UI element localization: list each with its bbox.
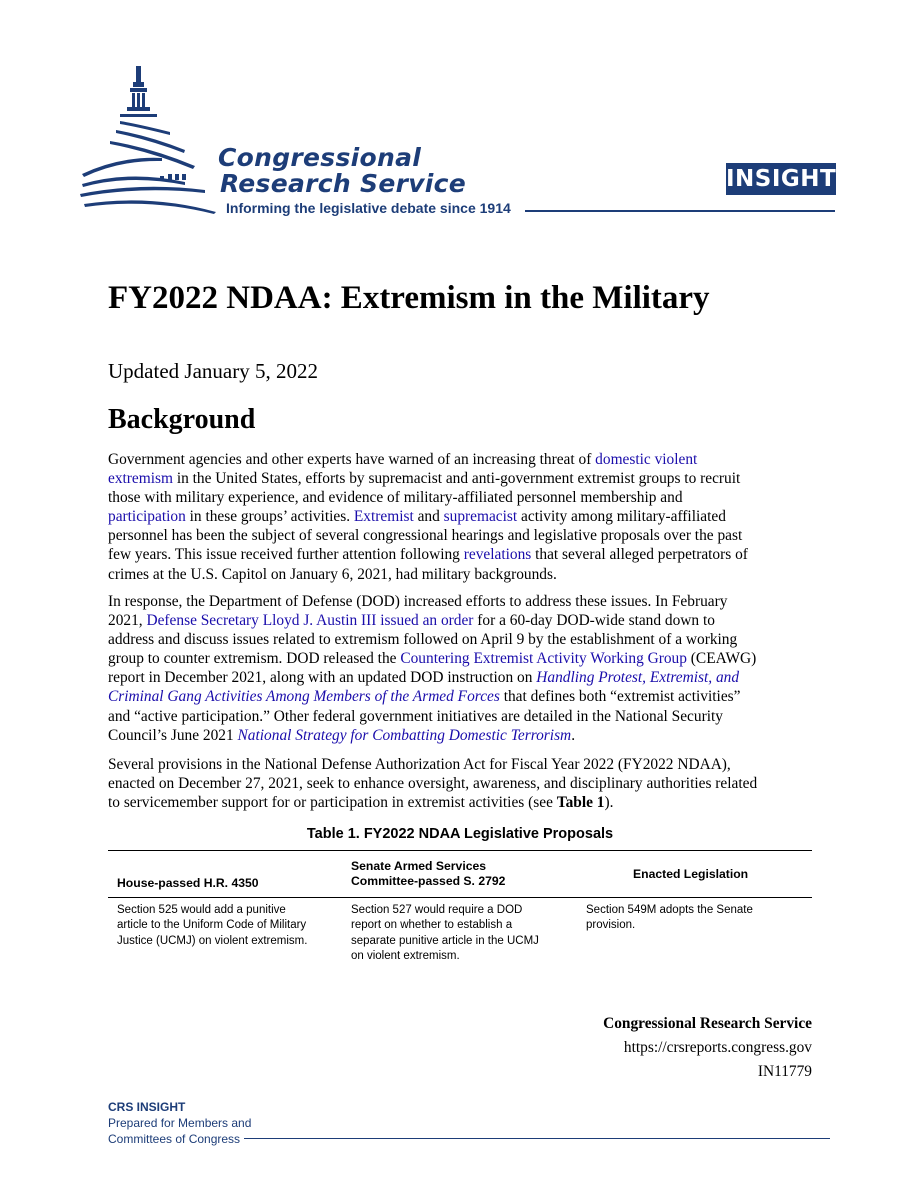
bottom-divider [244,1138,830,1139]
text-run: . [571,726,576,744]
link-national-strategy[interactable]: National Strategy for Combatting Domestic Terrorism [237,726,572,744]
link-participation[interactable]: participation [108,508,186,526]
updated-date: Updated January 5, 2022 [108,359,318,383]
cell-line: separate punitive article in the UCMJ [351,934,539,947]
prepared-for-line2: Committees of Congress [108,1132,241,1146]
table-cell-enacted [586,903,814,934]
table-header-rule [108,897,812,898]
text-run: Council’s June 2021 [108,726,238,744]
crs-logo [80,66,220,221]
text-line: crimes at the U.S. Capitol on January 6, 2021, had military backgrounds. [108,565,557,583]
link-dod-instruction-cont[interactable]: Criminal Gang Activities Among Members of the Armed Forces [108,688,500,706]
org-tagline: Informing the legislative debate since 1914 [226,200,511,216]
text-line: address and discuss issues related to extremism followed on April 9 by the establishment of a working [108,631,738,649]
column-header-senate-l1: Senate Armed Services [351,859,487,873]
footer-url[interactable]: https://crsreports.congress.gov [623,1039,812,1056]
crs-insight-label [108,1099,251,1147]
table-reference: Table 1 [556,794,605,812]
text-run: and [413,508,444,526]
paragraph-background-2 [108,592,820,745]
text-run: group to counter extremism. DOD released the [108,650,401,668]
text-line: personnel has been the subject of several congressional hearings and legislative proposals over the past [108,527,743,545]
link-supremacist[interactable]: supremacist [443,508,518,526]
text-line: enacted on December 27, 2021, seek to enhance oversight, awareness, and disciplinary authorities related [108,775,758,793]
column-header-senate-l2: Committee-passed S. 2792 [351,874,506,888]
link-austin-order[interactable]: Defense Secretary Lloyd J. Austin III issued an order [146,612,474,630]
cell-line: report on whether to establish a [351,919,513,932]
table-cell-senate [351,903,579,965]
text-run: that several alleged perpetrators of [531,546,748,564]
text-run: report in December 2021, along with an updated DOD instruction on [108,669,537,687]
cell-line: Section 525 would add a punitive [117,904,286,916]
cell-line: Section 527 would require a DOD [351,904,523,916]
tagline-divider [525,210,835,212]
text-run: in the United States, efforts by supremacist and anti-government extremist groups to recruit [172,470,741,488]
document-title: FY2022 NDAA: Extremism in the Military [108,280,710,316]
cell-line: Section 549M adopts the Senate [586,904,753,916]
text-run: 2021, [108,612,147,630]
column-header-enacted: Enacted Legislation [633,867,749,881]
column-header-house: House-passed H.R. 4350 [117,876,259,890]
cell-line: article to the Uniform Code of Military [117,919,307,932]
section-heading: Background [108,404,256,435]
org-name-line2: Research Service [220,169,467,198]
text-run: Government agencies and other experts have warned of an increasing threat of [108,451,596,468]
cell-line: provision. [586,919,636,932]
text-run: to servicemember support for or participation in extremist activities (see [108,794,557,812]
text-line: In response, the Department of Defense (DOD) increased efforts to address these issues. In February [108,593,728,610]
paragraph-ndaa-provisions [108,755,820,812]
text-run: (CEAWG) [686,650,757,668]
text-run: that defines both “extremist activities” [499,688,741,706]
org-name-line1: Congressional [218,143,422,172]
paragraph-background-1 [108,450,820,584]
text-line: and “active participation.” Other federal government initiatives are detailed in the National Security [108,707,723,725]
footer-report-id: IN11779 [757,1063,812,1080]
link-ceawg[interactable]: Countering Extremist Activity Working Group [400,650,687,668]
link-dod-instruction[interactable]: Handling Protest, Extremist, and [536,669,740,687]
text-line: those with military experience, and evidence of military-affiliated personnel membership and [108,489,683,507]
footer-citation [560,1012,812,1084]
text-run: activity among military-affiliated [517,508,726,526]
table-top-rule [108,850,812,851]
link-revelations[interactable]: revelations [463,546,532,564]
link-domestic-violent-extremism-cont[interactable]: extremism [108,470,173,488]
footer-org-name: Congressional Research Service [603,1015,812,1032]
cell-line: Justice (UCMJ) on violent extremism. [117,934,308,947]
table-cell-house [117,903,345,949]
text-run: ). [604,794,614,812]
text-line: Several provisions in the National Defense Authorization Act for Fiscal Year 2022 (FY2022 NDAA), [108,756,731,773]
capitol-dome-icon [80,66,220,216]
cell-line: on violent extremism. [351,950,460,963]
crs-insight-title: CRS INSIGHT [108,1100,186,1114]
text-run: for a 60-day DOD-wide stand down to [473,612,715,630]
link-domestic-violent-extremism[interactable]: domestic violent [595,451,698,468]
insight-badge: INSIGHT [726,163,836,195]
link-extremist[interactable]: Extremist [353,508,414,526]
column-header-senate [351,859,505,889]
text-run: in these groups’ activities. [185,508,354,526]
prepared-for-line1: Prepared for Members and [108,1116,252,1130]
table-caption: Table 1. FY2022 NDAA Legislative Proposals [306,826,614,842]
text-run: few years. This issue received further attention following [108,546,464,564]
